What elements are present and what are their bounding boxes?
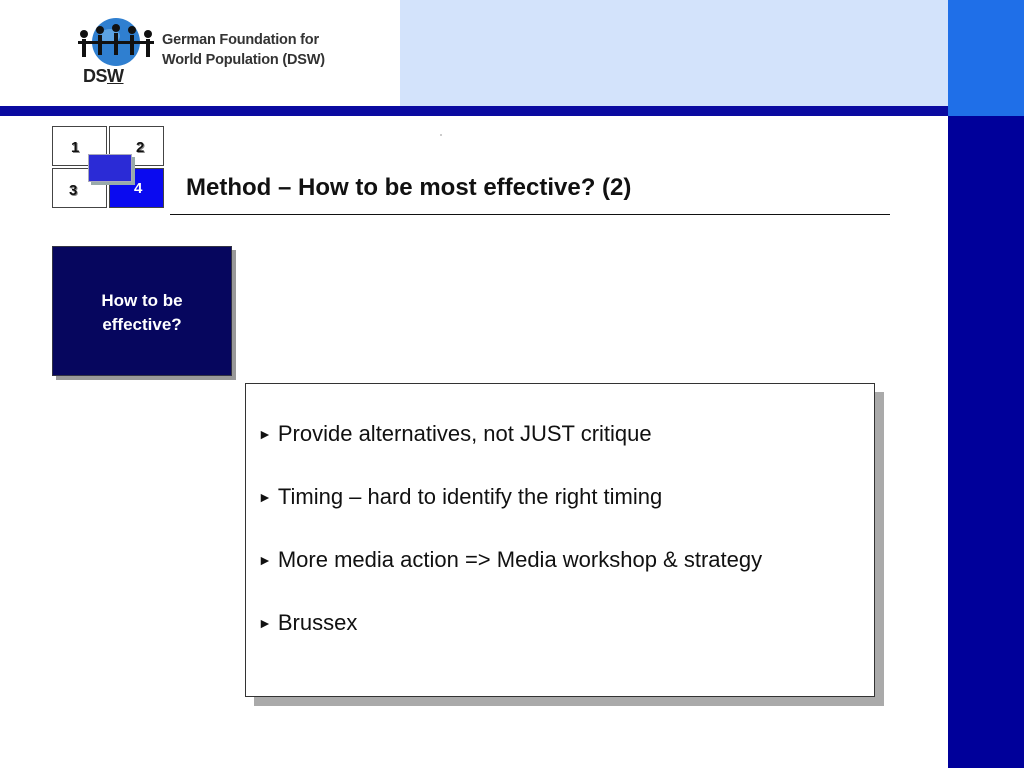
organization-name-line2: World Population (DSW) bbox=[162, 52, 325, 68]
dsw-abbreviation bbox=[83, 66, 124, 87]
bullet-list bbox=[258, 422, 762, 674]
nav-cell-2-label: 2 bbox=[136, 139, 145, 156]
header-accent-panel bbox=[400, 0, 948, 106]
title-underline bbox=[170, 214, 890, 215]
nav-cell-4-label: 4 bbox=[134, 180, 143, 197]
bullet-text: More media action => Media workshop & strategy bbox=[277, 547, 763, 572]
dsw-abbreviation-suffix: W bbox=[107, 66, 124, 86]
bullet-arrow-icon: ► bbox=[258, 489, 272, 505]
organization-name bbox=[162, 30, 325, 70]
bullet-content-box bbox=[245, 383, 875, 697]
stray-dot bbox=[440, 134, 442, 136]
bullet-item bbox=[258, 422, 762, 448]
bullet-item bbox=[258, 548, 762, 574]
bullet-arrow-icon: ► bbox=[258, 615, 272, 631]
bullet-text: Timing – hard to identify the right timing bbox=[277, 484, 663, 509]
header-divider-bar bbox=[0, 106, 948, 116]
bullet-arrow-icon: ► bbox=[258, 426, 272, 442]
nav-cell-1-label: 1 bbox=[71, 139, 80, 156]
side-label-line1: How to be bbox=[101, 291, 183, 310]
section-nav-grid bbox=[52, 126, 166, 208]
dsw-abbreviation-prefix: DS bbox=[83, 66, 108, 86]
slide-title: Method – How to be most effective? (2) bbox=[186, 174, 632, 201]
bullet-text: Provide alternatives, not JUST critique bbox=[277, 421, 652, 446]
bullet-text: Brussex bbox=[277, 610, 358, 635]
bullet-item bbox=[258, 611, 762, 637]
right-side-band bbox=[948, 116, 1024, 768]
nav-grid-center-square bbox=[88, 154, 132, 182]
side-label-box bbox=[52, 246, 232, 376]
bullet-item bbox=[258, 485, 762, 511]
header-corner-block bbox=[948, 0, 1024, 116]
bullet-arrow-icon: ► bbox=[258, 552, 272, 568]
nav-cell-3-label: 3 bbox=[69, 182, 78, 199]
side-label-line2: effective? bbox=[102, 315, 182, 334]
organization-name-line1: German Foundation for bbox=[162, 32, 319, 48]
